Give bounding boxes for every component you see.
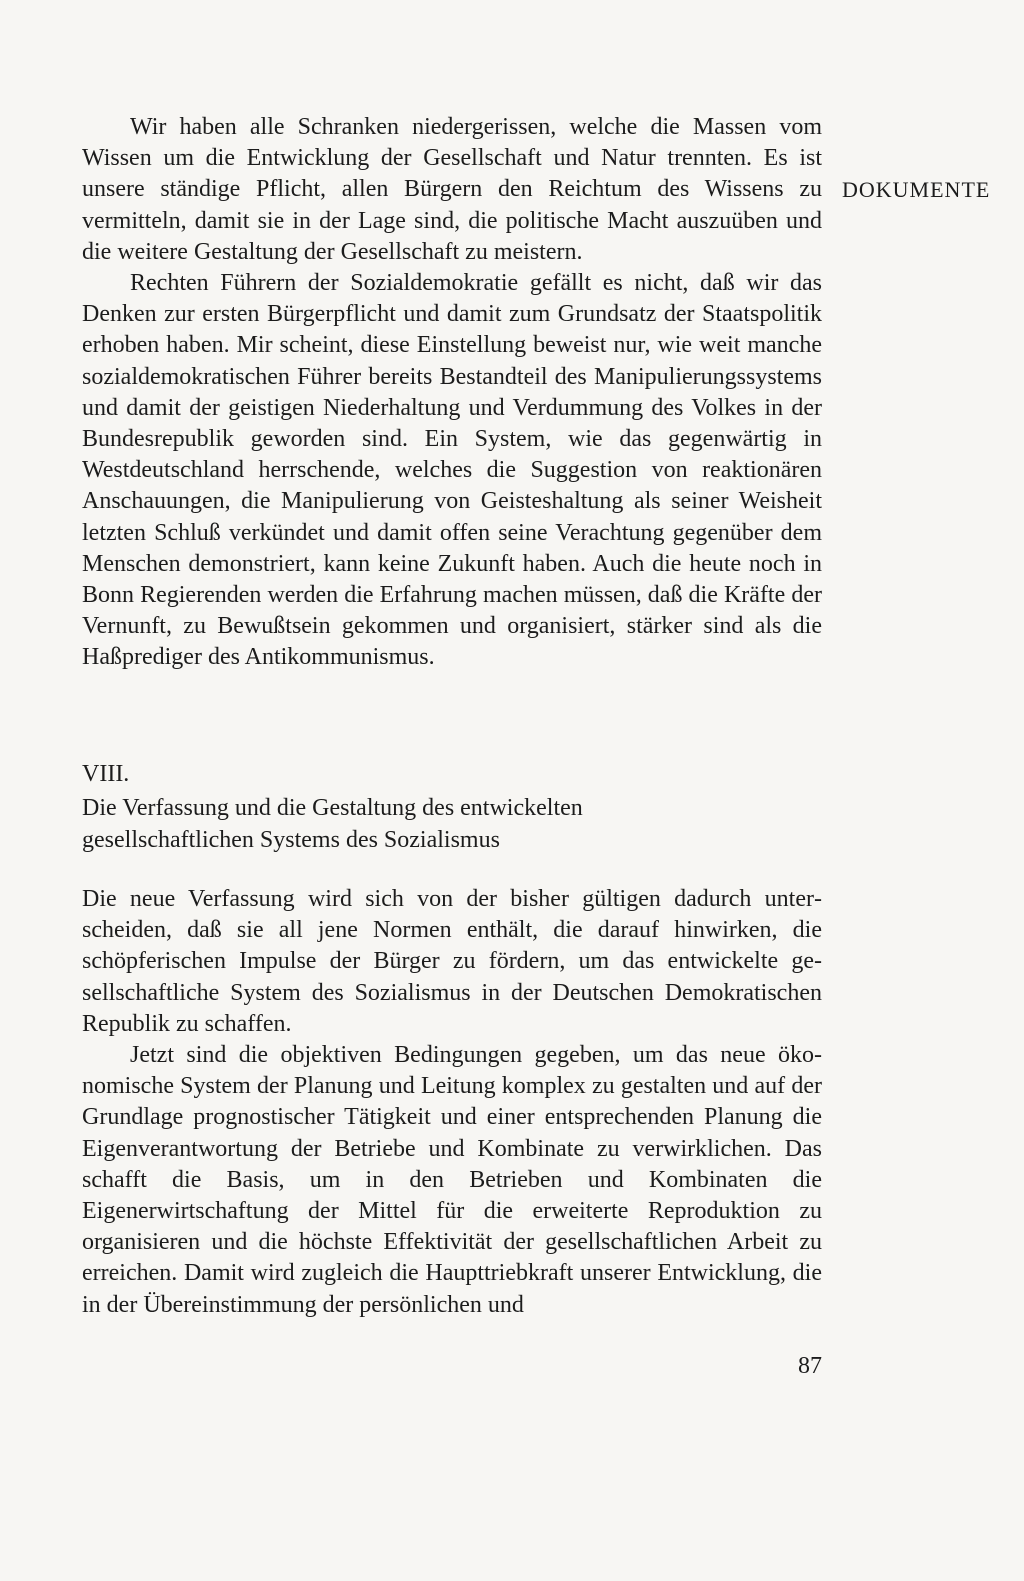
- section-title-line: Die Verfassung und die Gestaltung des entwickelten: [82, 795, 583, 821]
- page-number: 87: [798, 1353, 822, 1379]
- section-title-line: gesellschaftlichen Systems des Sozialismus: [82, 827, 500, 853]
- paragraph: Jetzt sind die objektiven Bedingungen gegeben, um das neue ökonomische System der Planung und Leitung komplex zu gestalten und auf der Grundlage prognostischer Tätigkeit und einer entsprechenden Planung die Eigenverantwortung der Betriebe und Kombinate zu verwirklichen. Das schafft die Basis, um in den Betrieben und Kombinaten die Eigenerwirtschaftung der Mittel für die erweiterte Reproduktion zu organisieren und die höchste Effektivität der gesellschaftlichen Arbeit zu erreichen. Damit wird zugleich die Haupttriebkraft unserer Entwicklung, die in der Übereinstimmung der persönlichen und: [82, 1042, 822, 1318]
- body-text-top: [82, 112, 822, 674]
- body-text-bottom: [82, 884, 822, 1321]
- paragraph: Rechten Führern der Sozialdemokratie gefällt es nicht, daß wir das Denken zur ersten Bürgerpflicht und damit zum Grundsatz der Staatspolitik erhoben haben. Mir scheint, diese Einstellung beweist nur, wie weit manche sozialdemokratischen Führer bereits Bestandteil des Manipulierungssystems und damit der geistigen Niederhaltung und Verdummung des Volkes in der Bundesrepublik geworden sind. Ein System, wie das gegenwärtig in Westdeutschland herrschende, welches die Suggestion von reaktionären Anschauungen, die Manipulierung von Geisteshaltung als seiner Weisheit letzten Schluß verkündet und damit offen seine Verachtung gegenüber dem Menschen demonstriert, kann keine Zukunft haben. Auch die heute noch in Bonn Regierenden werden die Erfahrung machen müssen, daß die Kräfte der Vernunft, zu Bewußtsein gekommen und organisiert, stärker sind als die Haßprediger des Antikommunismus.: [82, 270, 822, 671]
- section-number: VIII.: [82, 761, 130, 787]
- section-title: [82, 792, 822, 856]
- paragraph: Wir haben alle Schranken niedergerissen, welche die Massen vom Wissen um die Entwicklung der Gesellschaft und Natur trennten. Es ist unsere ständige Pflicht, allen Bürgern den Reichtum des Wissens zu vermitteln, damit sie in der Lage sind, die politische Macht auszuüben und die weitere Gestaltung der Gesellschaft zu meistern.: [82, 114, 822, 265]
- running-head: DOKUMENTE: [842, 177, 991, 202]
- paragraph: Die neue Verfassung wird sich von der bisher gültigen dadurch unterscheiden, daß sie all jene Normen enthält, die darauf hinwirken, die schöpferischen Impulse der Bürger zu fördern, um das entwickelte gesellschaftliche System des Sozialismus in der Deutschen Demokratischen Republik zu schaffen.: [82, 886, 822, 1037]
